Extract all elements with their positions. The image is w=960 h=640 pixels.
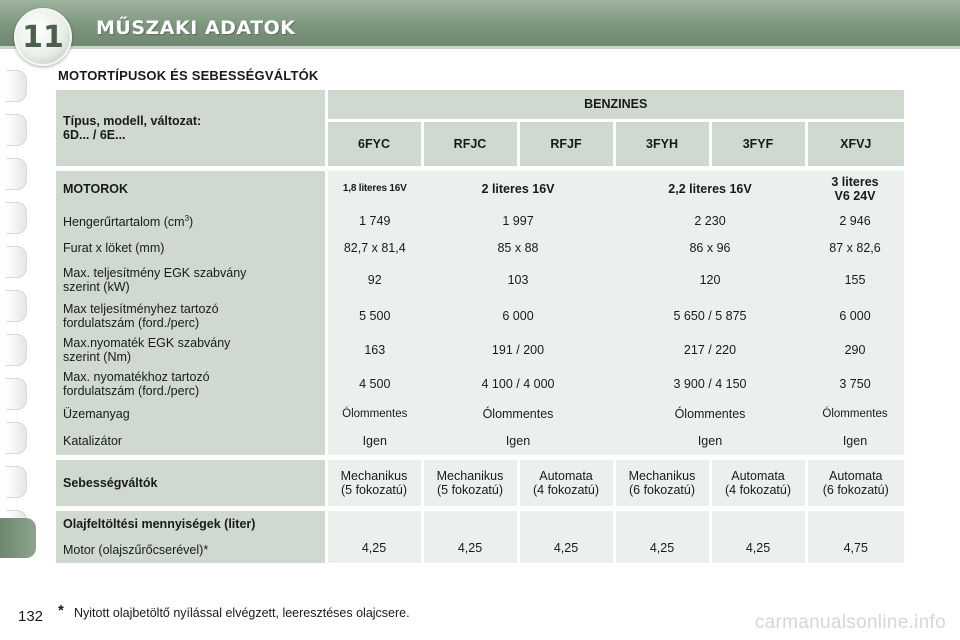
oil-capacity-label: Olajfeltöltési mennyiségek (liter) xyxy=(56,511,326,537)
gearbox-value: Mechanikus (6 fokozatú) xyxy=(614,460,710,506)
oil-capacity-value: 4,25 xyxy=(614,511,710,563)
chapter-tabs xyxy=(0,60,30,580)
chapter-tab[interactable] xyxy=(6,158,27,190)
torque-rpm-value: 3 750 xyxy=(806,367,904,401)
engine-line: V6 24V xyxy=(834,189,876,203)
chapter-tab[interactable] xyxy=(6,202,27,234)
chapter-number-badge: 11 xyxy=(14,8,72,66)
power-rpm-label: Max teljesítményhez tartozó fordulatszám (ford./perc) xyxy=(56,299,326,333)
bore-stroke-value: 82,7 x 81,4 xyxy=(326,235,422,260)
engine-cell: 2 literes 16V xyxy=(422,171,614,207)
torque-rpm-value: 4 500 xyxy=(326,367,422,401)
oil-capacity-value: 4,75 xyxy=(806,511,904,563)
catalyst-value: Igen xyxy=(422,427,614,455)
model-header: 6FYC xyxy=(326,120,422,166)
page-number: 132 xyxy=(18,608,44,625)
engines-label: MOTOROK xyxy=(56,171,326,207)
gearbox-value: Automata (6 fokozatú) xyxy=(806,460,904,506)
gearbox-value: Mechanikus (5 fokozatú) xyxy=(326,460,422,506)
chapter-tab[interactable] xyxy=(6,378,27,410)
torque-rpm-label: Max. nyomatékhoz tartozó fordulatszám (ford./perc) xyxy=(56,367,326,401)
bore-stroke-value: 85 x 88 xyxy=(422,235,614,260)
chapter-tab[interactable] xyxy=(6,466,27,498)
bore-stroke-label: Furat x löket (mm) xyxy=(56,235,326,260)
chapter-title: MŰSZAKI ADATOK xyxy=(96,17,296,39)
section-title: MOTORTÍPUSOK ÉS SEBESSÉGVÁLTÓK xyxy=(58,68,319,83)
oil-capacity-value: 4,25 xyxy=(326,511,422,563)
footnote-marker: * xyxy=(58,602,64,619)
type-label-codes: 6D... / 6E... xyxy=(63,128,126,142)
watermark: carmanualsonline.info xyxy=(754,612,946,633)
power-rpm-value: 6 000 xyxy=(806,299,904,333)
catalyst-label: Katalizátor xyxy=(56,427,326,455)
power-rpm-value: 5 500 xyxy=(326,299,422,333)
oil-capacity-value: 4,25 xyxy=(422,511,518,563)
fuel-value: Ólommentes xyxy=(422,401,614,427)
fuel-value: Ólommentes xyxy=(806,401,904,427)
displacement-value: 2 946 xyxy=(806,207,904,235)
gearbox-label: Sebességváltók xyxy=(56,460,326,506)
chapter-tab[interactable] xyxy=(6,422,27,454)
model-header: RFJF xyxy=(518,120,614,166)
max-power-label: Max. teljesítmény EGK szabvány szerint (kW) xyxy=(56,260,326,299)
max-power-value: 120 xyxy=(614,260,806,299)
max-torque-value: 290 xyxy=(806,333,904,367)
type-label-cell xyxy=(56,90,326,166)
torque-rpm-value: 4 100 / 4 000 xyxy=(422,367,614,401)
displacement-value: 1 997 xyxy=(422,207,614,235)
gearbox-value: Mechanikus (5 fokozatú) xyxy=(422,460,518,506)
catalyst-value: Igen xyxy=(326,427,422,455)
engine-cell: 1,8 literes 16V xyxy=(326,171,422,207)
power-rpm-value: 5 650 / 5 875 xyxy=(614,299,806,333)
type-label: Típus, modell, változat: xyxy=(63,114,202,128)
chapter-tab[interactable] xyxy=(6,334,27,366)
bore-stroke-value: 87 x 82,6 xyxy=(806,235,904,260)
fuel-value: Ólommentes xyxy=(614,401,806,427)
engine-cell: 2,2 literes 16V xyxy=(614,171,806,207)
chapter-tab[interactable] xyxy=(6,70,27,102)
oil-capacity-value: 4,25 xyxy=(710,511,806,563)
max-power-value: 155 xyxy=(806,260,904,299)
max-power-value: 103 xyxy=(422,260,614,299)
bore-stroke-value: 86 x 96 xyxy=(614,235,806,260)
oil-capacity-value: 4,25 xyxy=(518,511,614,563)
model-header: 3FYF xyxy=(710,120,806,166)
model-header: XFVJ xyxy=(806,120,904,166)
model-header: 3FYH xyxy=(614,120,710,166)
active-chapter-tab[interactable] xyxy=(0,518,36,558)
fuel-group-header: BENZINES xyxy=(326,90,904,120)
catalyst-value: Igen xyxy=(806,427,904,455)
chapter-tab[interactable] xyxy=(6,246,27,278)
chapter-tab[interactable] xyxy=(6,290,27,322)
power-rpm-value: 6 000 xyxy=(422,299,614,333)
displacement-value: 1 749 xyxy=(326,207,422,235)
displacement-value: 2 230 xyxy=(614,207,806,235)
max-power-value: 92 xyxy=(326,260,422,299)
engine-cell xyxy=(806,171,904,207)
chapter-tab[interactable] xyxy=(6,114,27,146)
fuel-label: Üzemanyag xyxy=(56,401,326,427)
engine-line: 3 literes xyxy=(831,175,879,189)
torque-rpm-value: 3 900 / 4 150 xyxy=(614,367,806,401)
max-torque-value: 191 / 200 xyxy=(422,333,614,367)
gearbox-value: Automata (4 fokozatú) xyxy=(518,460,614,506)
model-header: RFJC xyxy=(422,120,518,166)
header-underline xyxy=(0,46,960,49)
engine-gearbox-table xyxy=(56,90,904,563)
fuel-value: Ólommentes xyxy=(326,401,422,427)
max-torque-value: 217 / 220 xyxy=(614,333,806,367)
displacement-label: Hengerűrtartalom $(cm^3)$ xyxy=(56,207,326,235)
max-torque-label: Max.nyomaték EGK szabvány szerint (Nm) xyxy=(56,333,326,367)
gearbox-value: Automata (4 fokozatú) xyxy=(710,460,806,506)
oil-engine-label: Motor (olajszűrőcserével)* xyxy=(56,537,326,563)
catalyst-value: Igen xyxy=(614,427,806,455)
max-torque-value: 163 xyxy=(326,333,422,367)
footnote-text: Nyitott olajbetöltő nyílással elvégzett, leeresztéses olajcsere. xyxy=(74,606,410,620)
